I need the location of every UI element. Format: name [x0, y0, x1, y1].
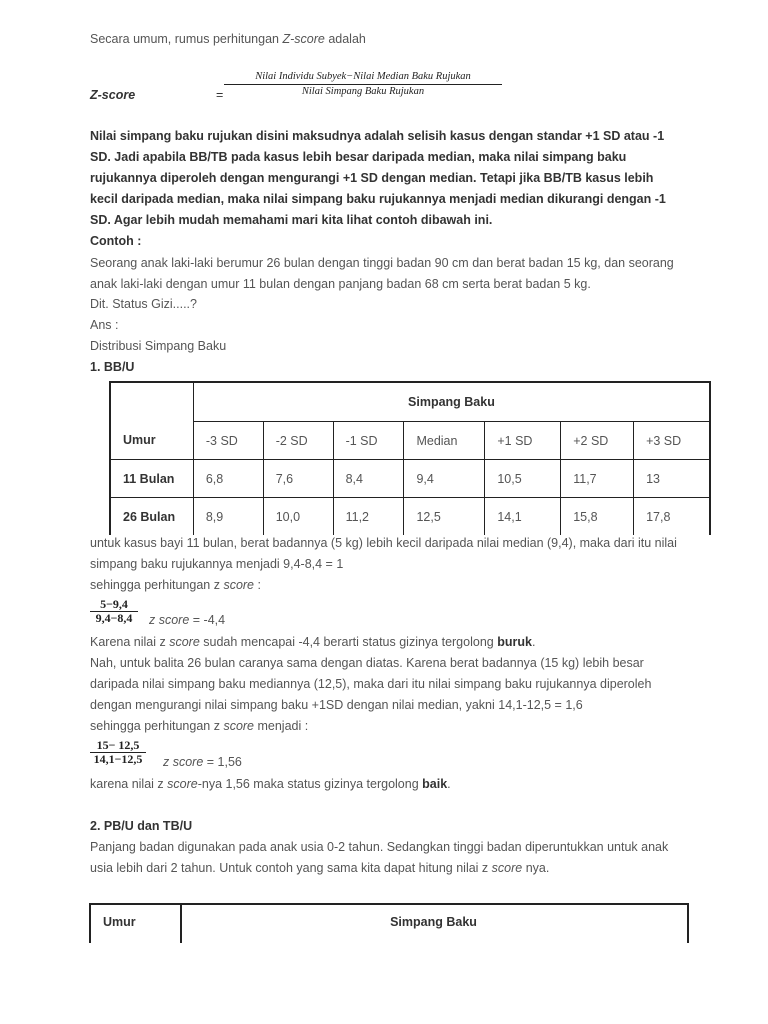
formula-label: Z-score — [90, 88, 136, 102]
bold-line-5: SD. Agar lebih mudah memahami mari kita lihat contoh dibawah ini. — [90, 213, 493, 227]
table-cell: 10,0 — [263, 498, 333, 536]
table-cell: 15,8 — [561, 498, 634, 536]
status1-prefix: Karena nilai z — [90, 635, 170, 649]
bold-line-4: kecil daripada median, maka nilai simpang baku rujukannya menjadi median dikurangi dengan -1 — [90, 192, 666, 206]
calc2-result — [163, 753, 242, 771]
calc2-intro-prefix: sehingga perhitungan z — [90, 719, 224, 733]
calc2-intro-italic: score — [223, 719, 255, 733]
table-cell: 8,4 — [333, 460, 404, 498]
example-line-4: Ans : — [90, 318, 119, 332]
balita-line-3: dengan mengurangi nilai simpang baku +1SD dengan nilai median, yakni 14,1-12,5 = 1,6 — [90, 698, 583, 712]
status2-line — [90, 774, 451, 794]
section2-line-2-text: usia lebih dari 2 tahun. Untuk contoh yang sama kita dapat hitung nilai z — [90, 861, 492, 875]
section2-tail: nya. — [522, 861, 550, 875]
calc1-fraction — [90, 598, 138, 625]
table-row — [110, 498, 710, 536]
example-line-1: Seorang anak laki-laki berumur 26 bulan dengan tinggi badan 90 cm dan berat badan 15 kg, dan seorang — [90, 256, 674, 270]
calc1-intro-suffix: : — [254, 578, 261, 592]
table-cell: 11,2 — [333, 498, 404, 536]
table-cell: 6,8 — [193, 460, 263, 498]
section1-title: 1. BB/U — [90, 360, 135, 374]
intro-line — [90, 29, 366, 49]
status1-italic: score — [169, 635, 200, 649]
table2-group-header: Simpang Baku — [390, 915, 477, 929]
balita-line-2: daripada nilai simpang baku mediannya (12,5), maka dari itu nilai simpang baku rujukannya diperoleh — [90, 677, 652, 691]
formula-equals: = — [216, 88, 224, 102]
intro-text: Secara umum, rumus perhitungan — [90, 32, 283, 46]
table1-col: -1 SD — [333, 422, 404, 460]
calc1-numerator: 5−9,4 — [100, 597, 128, 611]
table-cell: 10,5 — [485, 460, 561, 498]
formula-numerator: Nilai Individu Subyek−Nilai Median Baku Rujukan — [255, 71, 471, 82]
status2-italic: score — [167, 777, 198, 791]
table-row — [110, 460, 710, 498]
balita-line-1: Nah, untuk balita 26 bulan caranya sama dengan diatas. Karena berat badannya (15 kg) lebih besar — [90, 656, 644, 670]
formula-denominator: Nilai Simpang Baku Rujukan — [301, 86, 425, 97]
section2-title: 2. PB/U dan TB/U — [90, 819, 193, 833]
status1-suffix: . — [531, 635, 536, 649]
formula-fraction — [224, 71, 502, 98]
after-table-line-1: untuk kasus bayi 11 bulan, berat badannya (5 kg) lebih kecil daripada nilai median (9,4), maka dari itu nilai — [90, 536, 677, 550]
calc1-result-value: = -4,4 — [189, 613, 226, 627]
status1-bold: buruk — [497, 635, 532, 649]
calc2-denominator: 14,1−12,5 — [90, 752, 146, 766]
table-cell: 7,6 — [263, 460, 333, 498]
intro-italic: Z-score — [282, 32, 325, 46]
calc2-fraction — [90, 739, 146, 766]
contoh-label: Contoh : — [90, 234, 142, 248]
table1-col: Median — [404, 422, 485, 460]
calc2-result-value: = 1,56 — [203, 755, 242, 769]
calc1-intro-italic: score — [223, 578, 255, 592]
table1-col: +1 SD — [485, 422, 561, 460]
intro-suffix: adalah — [324, 32, 366, 46]
table-cell: 11,7 — [561, 460, 634, 498]
table1-group-header: Simpang Baku — [193, 382, 710, 422]
table1-umur-header: Umur — [110, 382, 193, 460]
status2-suffix: . — [447, 777, 451, 791]
calc1-result — [149, 611, 225, 629]
calc2-numerator: 15− 12,5 — [96, 738, 140, 752]
status2-middle: -nya 1,56 maka status gizinya tergolong — [197, 777, 423, 791]
section2-line-1: Panjang badan digunakan pada anak usia 0-2 tahun. Sedangkan tinggi badan diperuntukkan untuk anak — [90, 840, 669, 854]
section2-line-2 — [90, 858, 549, 878]
table1-col: +3 SD — [634, 422, 710, 460]
table1 — [109, 381, 711, 535]
table1-col: +2 SD — [561, 422, 634, 460]
table-cell: 17,8 — [634, 498, 710, 536]
table-cell: 12,5 — [404, 498, 485, 536]
calc2-intro — [90, 716, 308, 736]
table1-columns-row — [110, 422, 710, 460]
table-cell: 14,1 — [485, 498, 561, 536]
table2-clip — [89, 903, 689, 943]
status1-middle: sudah mencapai -4,4 berarti status gizinya tergolong — [199, 635, 498, 649]
table-cell: 8,9 — [193, 498, 263, 536]
table1-group-row — [110, 382, 710, 422]
calc1-result-label: z score — [149, 613, 190, 627]
calc1-intro — [90, 575, 261, 595]
table-cell: 9,4 — [404, 460, 485, 498]
section2-tail-italic: score — [491, 861, 523, 875]
after-table-line-2: simpang baku rujukannya menjadi 9,4-8,4 = 1 — [90, 557, 344, 571]
calc1-denominator: 9,4−8,4 — [90, 611, 138, 625]
calc1-intro-prefix: sehingga perhitungan z — [90, 578, 224, 592]
table-cell: 13 — [634, 460, 710, 498]
table1-row-label: 26 Bulan — [110, 498, 193, 536]
status2-prefix: karena nilai z — [90, 777, 168, 791]
example-line-5: Distribusi Simpang Baku — [90, 339, 227, 353]
example-line-3: Dit. Status Gizi.....? — [90, 297, 197, 311]
status2-bold: baik — [422, 777, 448, 791]
calc2-result-label: z score — [163, 755, 204, 769]
table1-col: -3 SD — [193, 422, 263, 460]
bold-line-3: rujukannya diperoleh dengan mengurangi +1 SD dengan median. Tetapi jika BB/TB kasus lebih — [90, 171, 654, 185]
table1-row-label: 11 Bulan — [110, 460, 193, 498]
bold-line-1: Nilai simpang baku rujukan disini maksudnya adalah selisih kasus dengan standar +1 SD atau -1 — [90, 129, 665, 143]
table1-clip — [109, 381, 713, 535]
calc2-intro-suffix: menjadi : — [254, 719, 309, 733]
example-line-2: anak laki-laki dengan umur 11 bulan dengan panjang badan 68 cm serta berat badan 5 kg. — [90, 277, 591, 291]
table2-umur-header: Umur — [103, 915, 136, 929]
bold-line-2: SD. Jadi apabila BB/TB pada kasus lebih besar daripada median, maka nilai simpang baku — [90, 150, 627, 164]
formula-bar — [224, 84, 502, 85]
table1-col: -2 SD — [263, 422, 333, 460]
status1-line — [90, 632, 535, 652]
